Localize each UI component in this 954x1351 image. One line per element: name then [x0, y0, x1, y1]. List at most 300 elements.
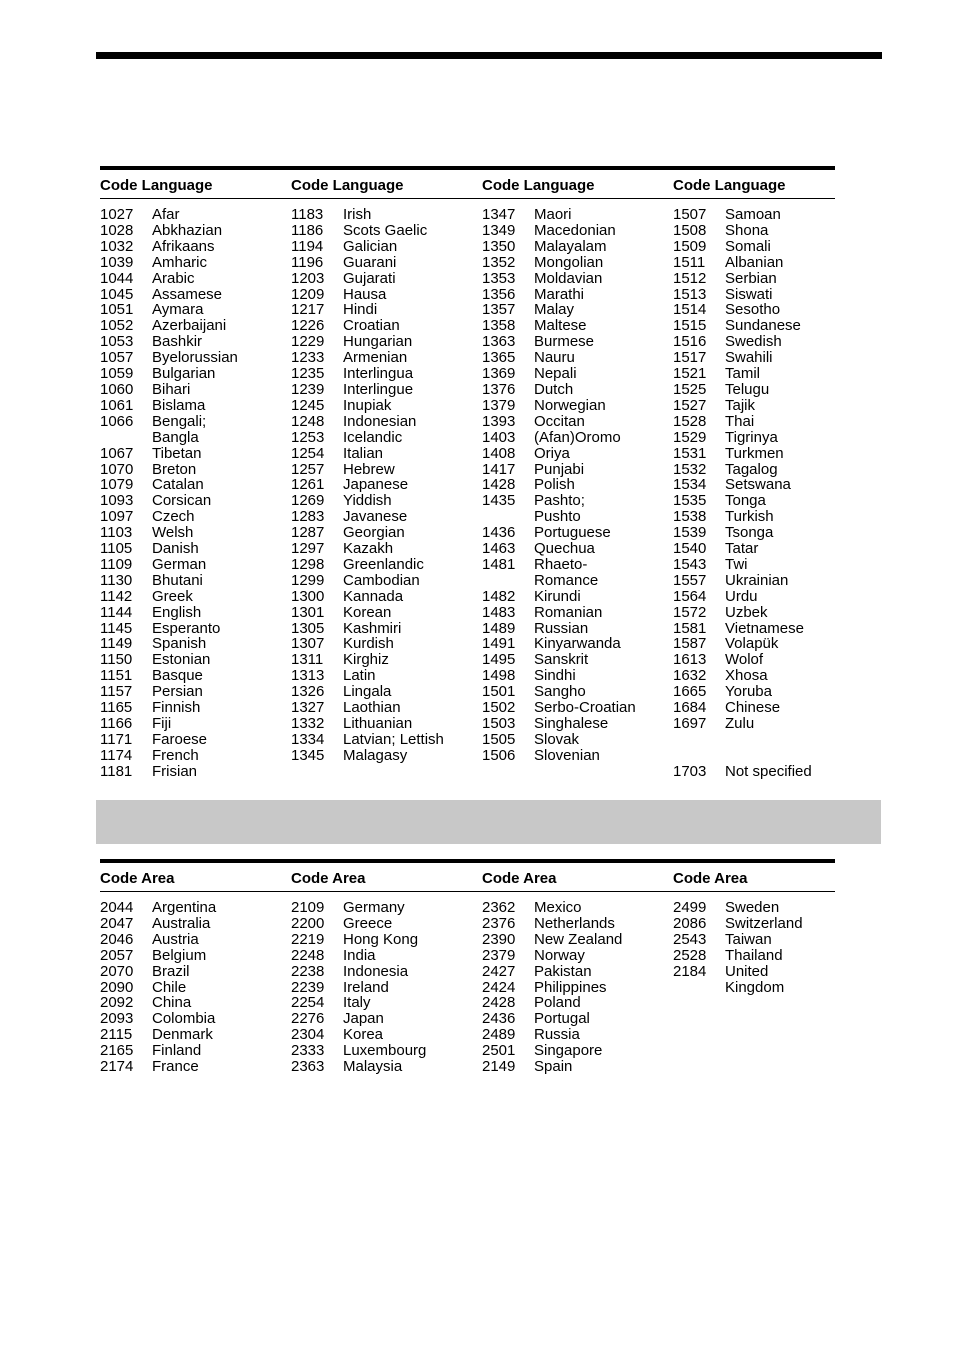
language-entry: [482, 477, 673, 493]
area-name: Kingdom: [725, 978, 785, 996]
language-name: Inupiak: [343, 396, 392, 414]
language-name: Wolof: [725, 651, 764, 669]
area-code: 2238: [291, 962, 325, 980]
area-name: India: [343, 946, 376, 964]
language-name: Serbo-Croatian: [534, 699, 636, 717]
area-name: France: [152, 1058, 199, 1076]
area-code: 2090: [100, 978, 134, 996]
area-header-cell: Code Area: [482, 870, 557, 887]
language-code: 1067: [100, 444, 134, 462]
area-name: United: [725, 962, 769, 980]
area-entry: [291, 980, 482, 996]
language-code: 1376: [482, 380, 516, 398]
language-name: Setswana: [725, 476, 791, 494]
language-entry: [482, 334, 673, 350]
language-name: Albanian: [725, 253, 784, 271]
language-name: Interlingue: [343, 380, 414, 398]
language-code: 1027: [100, 206, 134, 223]
language-entry: [291, 477, 482, 493]
language-code: [100, 430, 152, 446]
language-entry: [673, 493, 835, 509]
language-entry: [291, 509, 482, 525]
language-entry: [482, 255, 673, 271]
area-entry: [482, 932, 673, 948]
language-entry: [482, 509, 673, 525]
language-entry: [482, 716, 673, 732]
area-entry: [291, 1043, 482, 1059]
language-entry: [482, 271, 673, 287]
language-entry: [291, 636, 482, 652]
language-code: 1165: [100, 699, 133, 717]
language-code: 1632: [673, 667, 707, 685]
language-entry: [673, 732, 835, 748]
area-code: 2427: [482, 962, 516, 980]
language-entry: [100, 493, 291, 509]
language-entry: [673, 318, 835, 334]
language-name: Sanskrit: [534, 651, 589, 669]
area-code: 2149: [482, 1058, 516, 1076]
language-name: Aymara: [152, 301, 204, 319]
language-entry: [291, 382, 482, 398]
language-name: Yoruba: [725, 683, 772, 701]
language-entry: [673, 446, 835, 462]
language-entry: [100, 462, 291, 478]
language-code: 1509: [673, 237, 707, 255]
language-code: 1217: [291, 301, 325, 319]
language-header-cell: Code Language: [100, 177, 213, 194]
language-name: Kurdish: [343, 635, 394, 653]
area-name: Luxembourg: [343, 1042, 427, 1060]
language-code: 1564: [673, 587, 707, 605]
area-code: 2184: [673, 962, 707, 980]
area-code: 2165: [100, 1042, 134, 1060]
language-name: Latvian; Lettish: [343, 730, 444, 748]
language-name: Yiddish: [343, 492, 392, 510]
language-name: Shona: [725, 221, 769, 239]
language-name: Icelandic: [343, 428, 403, 446]
language-entry: [482, 414, 673, 430]
area-name: Russia: [534, 1026, 580, 1044]
language-code: 1070: [100, 460, 134, 478]
language-entry: [291, 462, 482, 478]
language-code: 1408: [482, 444, 516, 462]
language-code: 1613: [673, 651, 707, 669]
area-column: [291, 900, 482, 1075]
language-entry: [673, 605, 835, 621]
language-code: 1515: [673, 317, 707, 335]
language-name: Bislama: [152, 396, 206, 414]
language-entry: [291, 430, 482, 446]
language-code: 1093: [100, 492, 134, 510]
area-entry: [482, 1027, 673, 1043]
language-name: Romance: [534, 571, 599, 589]
language-code: 1044: [100, 269, 134, 287]
language-code: 1051: [100, 301, 134, 319]
language-code: 1403: [482, 428, 516, 446]
area-name: China: [152, 994, 192, 1012]
area-code-table: [100, 859, 835, 1075]
language-entry: [482, 446, 673, 462]
area-entry: [291, 916, 482, 932]
language-name: Hungarian: [343, 333, 413, 351]
area-entry: [291, 995, 482, 1011]
language-name: Kinyarwanda: [534, 635, 621, 653]
area-name: Argentina: [152, 899, 217, 916]
language-entry: [673, 525, 835, 541]
language-name: Turkish: [725, 508, 774, 526]
area-code: 2543: [673, 930, 707, 948]
language-name: Azerbaijani: [152, 317, 227, 335]
area-code: 2499: [673, 899, 707, 916]
language-code: 1489: [482, 619, 516, 637]
language-code: 1066: [100, 412, 134, 430]
language-code: 1287: [291, 524, 325, 542]
language-name: Hindi: [343, 301, 378, 319]
language-name: Nepali: [534, 365, 577, 383]
language-code: 1059: [100, 365, 134, 383]
area-entry: [482, 995, 673, 1011]
language-code: 1307: [291, 635, 325, 653]
language-code: 1248: [291, 412, 325, 430]
language-entry: [291, 239, 482, 255]
language-code: [673, 732, 725, 748]
language-entry: [673, 271, 835, 287]
area-code: 2428: [482, 994, 516, 1012]
language-entry: [291, 652, 482, 668]
language-entry: [482, 652, 673, 668]
area-name: Hong Kong: [343, 930, 419, 948]
language-name: Dutch: [534, 380, 574, 398]
language-entry: [100, 477, 291, 493]
area-entry: [482, 1059, 673, 1075]
language-name: Marathi: [534, 285, 585, 303]
language-entry: [673, 366, 835, 382]
language-entry: [482, 573, 673, 589]
area-name: Portugal: [534, 1010, 590, 1028]
language-name: Samoan: [725, 206, 781, 223]
language-code: 1507: [673, 206, 707, 223]
language-name: Norwegian: [534, 396, 606, 414]
language-entry: [482, 398, 673, 414]
language-entry: [100, 684, 291, 700]
language-code: 1503: [482, 715, 516, 732]
language-code: 1061: [100, 396, 134, 414]
language-name: Kirghiz: [343, 651, 389, 669]
area-name: Switzerland: [725, 914, 803, 932]
language-code: 1534: [673, 476, 707, 494]
area-name: Pakistan: [534, 962, 592, 980]
language-code: 1257: [291, 460, 325, 478]
language-name: Pushto: [534, 508, 581, 526]
language-code: 1186: [291, 221, 324, 239]
language-name: Sangho: [534, 683, 586, 701]
language-entry: [482, 732, 673, 748]
language-entry: [673, 636, 835, 652]
language-name: Laothian: [343, 699, 401, 717]
language-entry: [673, 477, 835, 493]
language-entry: [291, 414, 482, 430]
language-name: Oriya: [534, 444, 570, 462]
language-name: Vietnamese: [725, 619, 804, 637]
area-entry: [482, 980, 673, 996]
language-entry: [482, 700, 673, 716]
language-entry: [291, 223, 482, 239]
section-band: [96, 800, 881, 844]
area-name: Ireland: [343, 978, 389, 996]
area-code: 2115: [100, 1026, 133, 1044]
language-entry: [291, 621, 482, 637]
language-entry: [100, 652, 291, 668]
language-code: 1209: [291, 285, 325, 303]
language-entry: [673, 621, 835, 637]
language-name: Byelorussian: [152, 349, 238, 367]
language-code: 1482: [482, 587, 516, 605]
language-code: 1166: [100, 715, 133, 732]
area-entry: [100, 964, 291, 980]
language-name: Italian: [343, 444, 384, 462]
language-code: 1052: [100, 317, 134, 335]
language-entry: [291, 366, 482, 382]
area-code: 2363: [291, 1058, 325, 1076]
area-entry: [673, 932, 835, 948]
area-code: 2057: [100, 946, 134, 964]
language-name: Polish: [534, 476, 575, 494]
language-code: 1514: [673, 301, 707, 319]
language-code: 1194: [291, 237, 324, 255]
area-code: 2489: [482, 1026, 516, 1044]
area-entry: [100, 948, 291, 964]
language-entry: [673, 557, 835, 573]
area-entry: [291, 1027, 482, 1043]
language-code: 1491: [482, 635, 516, 653]
language-name: Armenian: [343, 349, 408, 367]
language-entry: [673, 350, 835, 366]
language-entry: [100, 557, 291, 573]
language-code: 1363: [482, 333, 516, 351]
language-code: 1495: [482, 651, 516, 669]
language-name: Russian: [534, 619, 589, 637]
language-entry: [291, 446, 482, 462]
language-entry: [100, 239, 291, 255]
area-code: 2046: [100, 930, 134, 948]
language-code: 1142: [100, 587, 133, 605]
language-entry: [100, 302, 291, 318]
language-code: 1326: [291, 683, 325, 701]
area-entry: [100, 916, 291, 932]
language-code: 1684: [673, 699, 707, 717]
area-name: Thailand: [725, 946, 783, 964]
language-code: 1150: [100, 651, 133, 669]
language-entry: [291, 493, 482, 509]
area-code: 2239: [291, 978, 325, 996]
language-name: Maori: [534, 206, 572, 223]
language-name: Mongolian: [534, 253, 604, 271]
language-entry: [100, 668, 291, 684]
area-entry: [482, 1011, 673, 1027]
language-code: 1229: [291, 333, 325, 351]
language-name: Slovenian: [534, 746, 600, 764]
language-name: Estonian: [152, 651, 211, 669]
language-name: Persian: [152, 683, 203, 701]
area-code: 2390: [482, 930, 516, 948]
language-name: Frisian: [152, 762, 198, 780]
language-code: 1511: [673, 253, 706, 271]
language-entry: [673, 302, 835, 318]
language-entry: [673, 207, 835, 223]
language-entry: [482, 668, 673, 684]
language-code: 1144: [100, 603, 133, 621]
language-entry: [673, 239, 835, 255]
language-name: Corsican: [152, 492, 212, 510]
language-code: 1239: [291, 380, 325, 398]
language-entry: [291, 605, 482, 621]
language-entry: [100, 223, 291, 239]
language-code: [673, 748, 725, 764]
area-name: New Zealand: [534, 930, 623, 948]
language-entry: [482, 636, 673, 652]
area-column: [100, 900, 291, 1075]
language-entry: [100, 621, 291, 637]
language-entry: [482, 207, 673, 223]
language-name: Cambodian: [343, 571, 420, 589]
area-code: 2379: [482, 946, 516, 964]
language-name: Urdu: [725, 587, 758, 605]
language-entry: [291, 350, 482, 366]
area-entry: [291, 1011, 482, 1027]
area-code: 2219: [291, 930, 325, 948]
language-entry: [100, 732, 291, 748]
language-name: Sundanese: [725, 317, 801, 335]
language-code: 1665: [673, 683, 707, 701]
language-entry: [482, 684, 673, 700]
language-code: 1297: [291, 540, 325, 558]
language-entry: [291, 557, 482, 573]
area-name: Korea: [343, 1026, 384, 1044]
language-name: [725, 732, 835, 748]
area-entry: [100, 1011, 291, 1027]
area-code: 2436: [482, 1010, 516, 1028]
language-name: Irish: [343, 206, 372, 223]
language-entry: [673, 398, 835, 414]
language-entry: [673, 334, 835, 350]
language-entry: [291, 287, 482, 303]
language-entry: [482, 318, 673, 334]
language-name: Bangla: [152, 428, 199, 446]
language-code: 1393: [482, 412, 516, 430]
language-name: Abkhazian: [152, 221, 223, 239]
language-code: 1345: [291, 746, 325, 764]
language-name: Finnish: [152, 699, 201, 717]
language-name: Javanese: [343, 508, 408, 526]
language-code: 1151: [100, 667, 133, 685]
language-code: 1097: [100, 508, 134, 526]
language-name: Hausa: [343, 285, 387, 303]
language-name: Malagasy: [343, 746, 408, 764]
language-code: [482, 509, 534, 525]
language-name: Gujarati: [343, 269, 396, 287]
language-entry: [291, 525, 482, 541]
area-name: Norway: [534, 946, 585, 964]
area-code: 2174: [100, 1058, 134, 1076]
language-entry: [100, 334, 291, 350]
language-name: Japanese: [343, 476, 409, 494]
language-code: 1369: [482, 365, 516, 383]
area-name: Colombia: [152, 1010, 216, 1028]
language-code: 1483: [482, 603, 516, 621]
area-name: Netherlands: [534, 914, 615, 932]
language-entry: [100, 430, 291, 446]
area-name: Malaysia: [343, 1058, 403, 1076]
area-name: Australia: [152, 914, 211, 932]
language-name: German: [152, 555, 207, 573]
language-code: 1587: [673, 635, 707, 653]
area-name: Germany: [343, 899, 405, 916]
area-entry: [100, 1027, 291, 1043]
language-code: 1174: [100, 746, 133, 764]
language-entry: [100, 350, 291, 366]
language-name: (Afan)Oromo: [534, 428, 621, 446]
language-code: 1379: [482, 396, 516, 414]
area-entry: [673, 948, 835, 964]
language-code: 1502: [482, 699, 516, 717]
language-entry: [291, 334, 482, 350]
language-name: Tonga: [725, 492, 766, 510]
language-entry: [100, 764, 291, 780]
language-code: 1358: [482, 317, 516, 335]
language-name: Tamil: [725, 365, 761, 383]
language-name: Chinese: [725, 699, 781, 717]
language-name: Tajik: [725, 396, 756, 414]
language-entry: [482, 589, 673, 605]
language-entry: [482, 430, 673, 446]
language-name: Bihari: [152, 380, 191, 398]
area-entry: [673, 964, 835, 980]
area-entry: [482, 916, 673, 932]
language-entry: [482, 605, 673, 621]
language-name: Afrikaans: [152, 237, 215, 255]
area-name: Japan: [343, 1010, 384, 1028]
area-code: 2501: [482, 1042, 516, 1060]
language-entry: [100, 716, 291, 732]
language-code: 1347: [482, 206, 516, 223]
language-code: 1157: [100, 683, 133, 701]
language-name: Romanian: [534, 603, 603, 621]
language-entry: [100, 446, 291, 462]
language-entry: [100, 287, 291, 303]
language-entry: [291, 541, 482, 557]
area-code: 2047: [100, 914, 134, 932]
language-name: Welsh: [152, 524, 194, 542]
language-entry: [100, 255, 291, 271]
language-code: 1299: [291, 571, 325, 589]
language-name: Telugu: [725, 380, 770, 398]
language-code: 1060: [100, 380, 134, 398]
language-code: 1501: [482, 683, 516, 701]
language-entry: [673, 684, 835, 700]
language-code: 1350: [482, 237, 516, 255]
language-name: Croatian: [343, 317, 400, 335]
language-entry: [100, 366, 291, 382]
language-code: 1269: [291, 492, 325, 510]
area-entry: [291, 900, 482, 916]
language-name: Thai: [725, 412, 755, 430]
area-code: [673, 980, 725, 996]
language-header-cell: Code Language: [673, 177, 786, 194]
top-rule: [96, 52, 882, 59]
language-name: Tibetan: [152, 444, 202, 462]
language-code: 1245: [291, 396, 325, 414]
language-code: 1417: [482, 460, 516, 478]
